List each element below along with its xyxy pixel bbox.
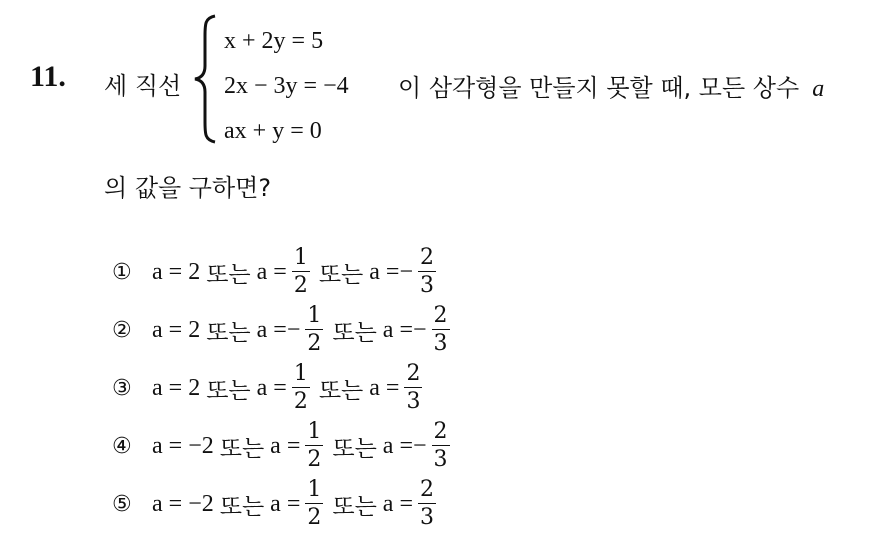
denominator: 3: [433, 447, 448, 472]
denominator: 3: [406, 389, 421, 414]
denominator: 2: [307, 505, 322, 530]
sign: −: [412, 432, 427, 459]
choice-value-3-prefix: a =: [382, 432, 413, 459]
denominator: 3: [419, 273, 434, 298]
or-word: 또는: [318, 377, 364, 404]
choice-2[interactable]: [112, 302, 453, 358]
numerator: 2: [406, 361, 421, 386]
choice-value-1: a = 2: [152, 258, 201, 285]
numerator: 1: [307, 477, 322, 502]
choice-mark: ①: [112, 259, 132, 285]
or-word: 또는: [206, 377, 251, 404]
question-tail: 이 삼각형을 만들지 못할 때, 모든 상수: [398, 74, 800, 102]
fraction: [305, 421, 323, 471]
question-lead: 세 직선: [104, 72, 182, 100]
fraction: [305, 479, 323, 529]
or-word: 또는: [219, 435, 265, 462]
or-word: 또는: [332, 319, 377, 346]
or-word: 또는: [332, 493, 377, 520]
sign: −: [286, 316, 301, 343]
fraction: [418, 479, 436, 529]
denominator: 2: [293, 389, 308, 414]
choice-value-2-prefix: a =: [270, 432, 301, 459]
choice-value-1: a = −2: [152, 432, 214, 459]
fraction: [305, 305, 323, 355]
fraction: [432, 305, 450, 355]
or-word: 또는: [318, 261, 364, 288]
choice-mark: ③: [112, 375, 132, 401]
numerator: 2: [419, 245, 434, 270]
fraction: [418, 247, 436, 297]
numerator: 2: [419, 477, 434, 502]
sign: −: [399, 258, 413, 285]
denominator: 2: [293, 273, 308, 298]
choice-mark: ②: [112, 317, 132, 343]
choice-value-1: a = 2: [152, 316, 201, 343]
choice-4[interactable]: [112, 418, 453, 474]
choice-value-3-prefix: a =: [382, 316, 413, 343]
question-tail-var: a: [812, 76, 825, 102]
denominator: 2: [307, 331, 322, 356]
numerator: 1: [307, 419, 322, 444]
denominator: 3: [419, 505, 434, 530]
fraction: [404, 363, 422, 413]
equation-3: ax + y = 0: [224, 118, 322, 144]
choice-value-1: a = 2: [152, 374, 201, 401]
equation-2: 2x − 3y = −4: [224, 73, 349, 99]
equation-1: x + 2y = 5: [224, 28, 324, 54]
numerator: 2: [433, 303, 448, 328]
choice-5[interactable]: [112, 476, 439, 532]
or-word: 또는: [332, 435, 377, 462]
denominator: 2: [307, 447, 322, 472]
fraction: [292, 247, 310, 297]
equation-brace: [193, 14, 219, 144]
choice-value-3-prefix: a =: [369, 374, 400, 401]
or-word: 또는: [206, 261, 251, 288]
numerator: 1: [293, 361, 308, 386]
choice-value-3-prefix: a =: [369, 258, 400, 285]
numerator: 1: [307, 303, 322, 328]
or-word: 또는: [219, 493, 265, 520]
choice-value-2-prefix: a =: [256, 374, 287, 401]
choice-value-3-prefix: a =: [382, 490, 413, 517]
choice-1[interactable]: [112, 244, 439, 300]
choice-mark: ⑤: [112, 491, 132, 517]
choice-value-2-prefix: a =: [270, 490, 301, 517]
denominator: 3: [433, 331, 448, 356]
choice-value-1: a = −2: [152, 490, 214, 517]
choice-value-2-prefix: a =: [256, 258, 287, 285]
choice-value-2-prefix: a =: [256, 316, 287, 343]
question-line-2: 의 값을 구하면?: [104, 174, 272, 202]
fraction: [432, 421, 450, 471]
choice-3[interactable]: [112, 360, 425, 416]
choice-mark: ④: [112, 433, 132, 459]
sign: −: [412, 316, 427, 343]
or-word: 또는: [206, 319, 251, 346]
numerator: 1: [293, 245, 308, 270]
numerator: 2: [433, 419, 448, 444]
fraction: [292, 363, 310, 413]
question-number: 11.: [30, 60, 66, 93]
